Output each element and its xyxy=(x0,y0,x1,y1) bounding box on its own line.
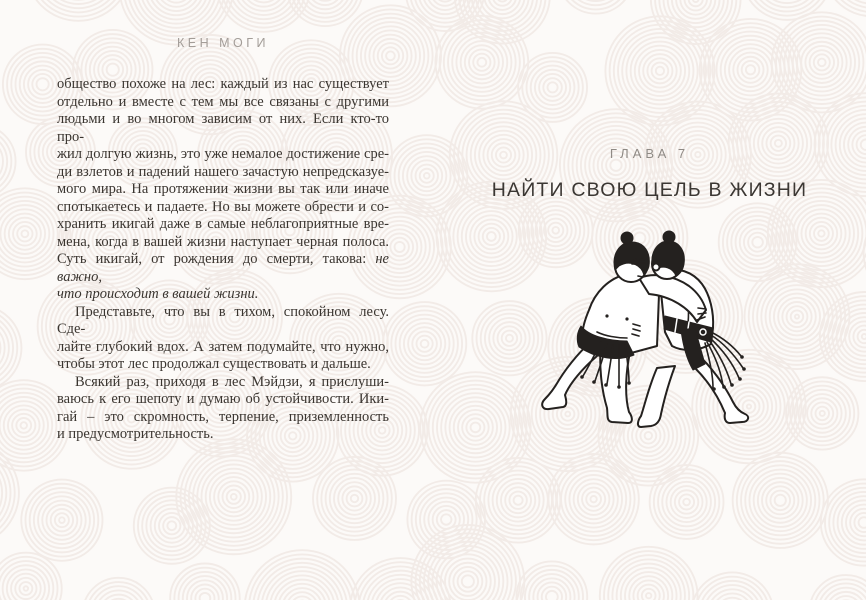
text-line: лайте глубокий вдох. А затем подумайте, что нужно, xyxy=(57,338,389,355)
body-text xyxy=(57,76,389,444)
text-line: чтобы этот лес продолжал существовать и дальше. xyxy=(57,356,371,372)
text-line: и предусмотрительность. xyxy=(57,426,214,442)
text-line: ди взлетов и падений нашего зачастую непредсказуе- xyxy=(57,163,389,180)
sumo-wrestlers-illustration xyxy=(537,228,777,440)
text-line: гай – это скромность, терпение, приземленность xyxy=(57,408,389,425)
text-line: общество похоже на лес: каждый из нас существует xyxy=(57,76,389,92)
text-line: Представьте, что вы в тихом, спокойном лесу. Сде- xyxy=(57,303,389,337)
running-header: КЕН МОГИ xyxy=(176,36,269,50)
text-line: людьми и во многом зависим от них. Если кто-то про- xyxy=(57,111,389,145)
text-line: Всякий раз, приходя в лес Мэйдзи, я прислуши- xyxy=(75,373,389,390)
left-wrestler-head xyxy=(614,232,649,282)
text-line: отдельно и вместе с тем мы все связаны с другими xyxy=(57,93,389,110)
text-line: жил долгую жизнь, это уже немалое достижение сре- xyxy=(57,146,389,162)
right-wrestler-head xyxy=(652,231,684,279)
text-line: Суть икигай, от рождения до смерти, такова: не важно, xyxy=(57,251,389,285)
chapter-label: ГЛАВА 7 xyxy=(609,146,690,161)
text-line: мого мира. На протяжении жизни вы так или иначе xyxy=(57,181,389,197)
text-line: что происходит в вашей жизни. xyxy=(57,286,259,302)
text-line: хранить икигай даже в самые неблагоприятные вре- xyxy=(57,216,389,232)
text-line: спотыкаетесь и падаете. Но вы можете обрести и со- xyxy=(57,198,389,215)
right-page xyxy=(433,0,866,600)
chapter-title: НАЙТИ СВОЮ ЦЕЛЬ В ЖИЗНИ xyxy=(491,179,808,201)
text-line: мена, когда в вашей жизни наступает черная полоса. xyxy=(57,233,389,250)
text-line: ваюсь к его шепоту и думаю об устойчивости. Ики- xyxy=(57,391,389,407)
